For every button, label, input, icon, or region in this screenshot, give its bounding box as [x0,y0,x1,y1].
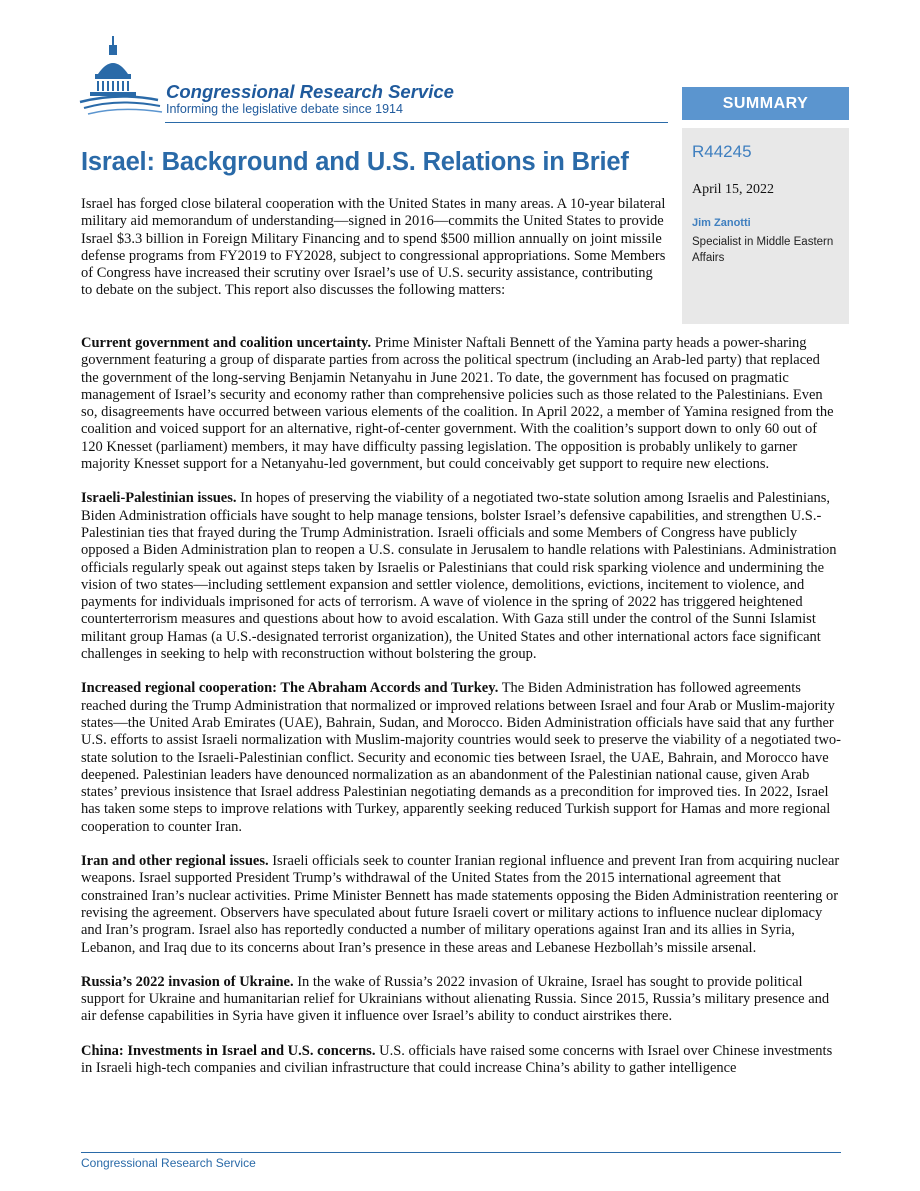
paragraph-text: Israeli officials seek to counter Iranian regional influence and prevent Iran from acquiring nuclear weapons. Israel supported President Trump’s withdrawal of the United States from the 2015 international agreement that constrained Iran’s nuclear activities. Prime Minister Bennett has made statements opposing the Biden Administration reentering or revising the agreement. Observers have speculated about future Israeli covert or military actions to influence nuclear diplomacy and Iran’s program. Israel also has reportedly conducted a number of military operations against Iran and its allies in Syria, Lebanon, and Iraq due to its concerns about Iran’s presence in these areas and Lebanese Hezbollah’s missile arsenal. [81,853,840,956]
paragraph-heading: Israeli-Palestinian issues. [81,490,237,507]
paragraph-text: The Biden Administration has followed agreements reached during the Trump Administration that normalized or improved relations between Israel and four Arab or Muslim-majority states—the United Arab Emirates (UAE), Bahrain, Sudan, and Morocco. Biden Administration officials have said that any further U.S. efforts to assist Israeli normalization with Muslim-majority countries would seek to preserve the viability of a negotiated two-state solution to the Israeli-Palestinian conflict. Security and economic ties between Israel, the UAE, Bahrain, and Morocco have deepened. Palestinian leaders have denounced normalization as an abandonment of the Palestinian national cause, given Arab states’ previous insistence that Israel address Palestinian negotiating demands as a precondition for improved ties. In 2022, Israel has taken some steps to improve relations with Turkey, apparently seeking reduced Turkish support for Hamas and more regional cooperation to counter Iran. [81,680,842,835]
summary-body [81,335,841,1094]
org-tagline: Informing the legislative debate since 1914 [166,102,403,116]
body-paragraph [81,680,841,836]
paragraph-heading: Increased regional cooperation: The Abraham Accords and Turkey. [81,680,499,697]
report-info-sidebar [682,128,849,324]
paragraph-heading: Russia’s 2022 invasion of Ukraine. [81,973,294,990]
body-paragraph [81,335,841,473]
capitol-dome-icon [78,36,168,126]
paragraph-text: In the wake of Russia’s 2022 invasion of Ukraine, Israel has sought to provide political support for Ukraine and humanitarian relief for Ukrainians without alienating Russia. Since 2015, Russia’s military presence and air defense capabilities in Syria have given it influence over Israel’s ability to conduct airstrikes there. [81,973,830,1025]
header-divider [165,122,668,123]
body-paragraph [81,974,841,1026]
org-name: Congressional Research Service [166,81,454,102]
body-paragraph [81,853,841,957]
paragraph-heading: Iran and other regional issues. [81,853,269,870]
paragraph-text: Prime Minister Naftali Bennett of the Yamina party heads a power-sharing government featuring a group of disparate parties from across the political spectrum (including an Arab-led party) that replaced the government of the long-serving Benjamin Netanyahu in June 2021. To date, the government has focused on pragmatic management of Israel’s security and economy rather than comprehensive policies such as those related to the Palestinians. Even so, disagreements have occurred between various elements of the coalition. In April 2022, a member of Yamina resigned from the coalition and voiced support for an alternative, right-of-center government. With the coalition’s support down to only 60 out of 120 Knesset (parliament) members, it may have difficulty passing legislation. The opposition is probably unlikely to garner majority Knesset support for a Netanyahu-led government, but could conceivably get support to require new elections. [81,335,834,473]
body-paragraph [81,490,841,663]
intro-paragraph: Israel has forged close bilateral cooperation with the United States in many areas. A 10-year bilateral military aid memorandum of understanding—signed in 2016—commits the United States to provide Israel $3.3 billion in Foreign Military Financing and to spend $500 million annually on joint missile defense programs from FY2019 to FY2028, subject to congressional appropriations. Some Members of Congress have increased their scrutiny over Israel’s use of U.S. security assistance, contributing to debate on the subject. This report also discusses the following matters: [81,196,666,299]
body-paragraph [81,1043,841,1078]
crs-logo[interactable] [78,36,478,126]
footer-divider [81,1152,841,1153]
paragraph-text: In hopes of preserving the viability of a negotiated two-state solution among Israelis and Palestinians, Biden Administration officials have sought to help manage tensions, bolster Israel’s defensive capabilities, and strengthen U.S.-Palestinian ties that frayed during the Trump Administration. Israeli officials and some Members of Congress have publicly opposed a Biden Administration plan to reopen a U.S. consulate in Jerusalem to handle relations with Palestinians. Administration officials regularly speak out against steps taken by Israelis or Palestinians that could risk sparking violence and undermining the vision of two states—including settlement expansion and settler violence, demolitions, evictions, incitement to violence, and payments for individuals imprisoned for acts of terrorism. A wave of violence in the spring of 2022 has triggered heightened counterterrorism measures and questions about how to avoid escalation. With Gaza still under the control of the Sunni Islamist militant group Hamas (a U.S.-designated terrorist organization), the United States and other international actors face significant challenges in seeking to help with reconstruction without bolstering the group. [81,490,837,663]
summary-tab: SUMMARY [682,87,849,120]
author-name[interactable]: Jim Zanotti [692,217,751,229]
page-footer: Congressional Research Service [81,1156,256,1170]
author-title: Specialist in Middle Eastern Affairs [692,236,834,264]
paragraph-heading: China: Investments in Israel and U.S. concerns. [81,1042,376,1059]
paragraph-heading: Current government and coalition uncertainty. [81,335,372,351]
page-title: Israel: Background and U.S. Relations in Brief [81,148,629,176]
paragraph-text: U.S. officials have raised some concerns with Israel over Chinese investments in Israeli high-tech companies and civilian infrastructure that could increase China’s ability to gather intelligence [81,1042,833,1076]
report-number: R44245 [692,142,752,161]
report-date: April 15, 2022 [692,182,775,197]
